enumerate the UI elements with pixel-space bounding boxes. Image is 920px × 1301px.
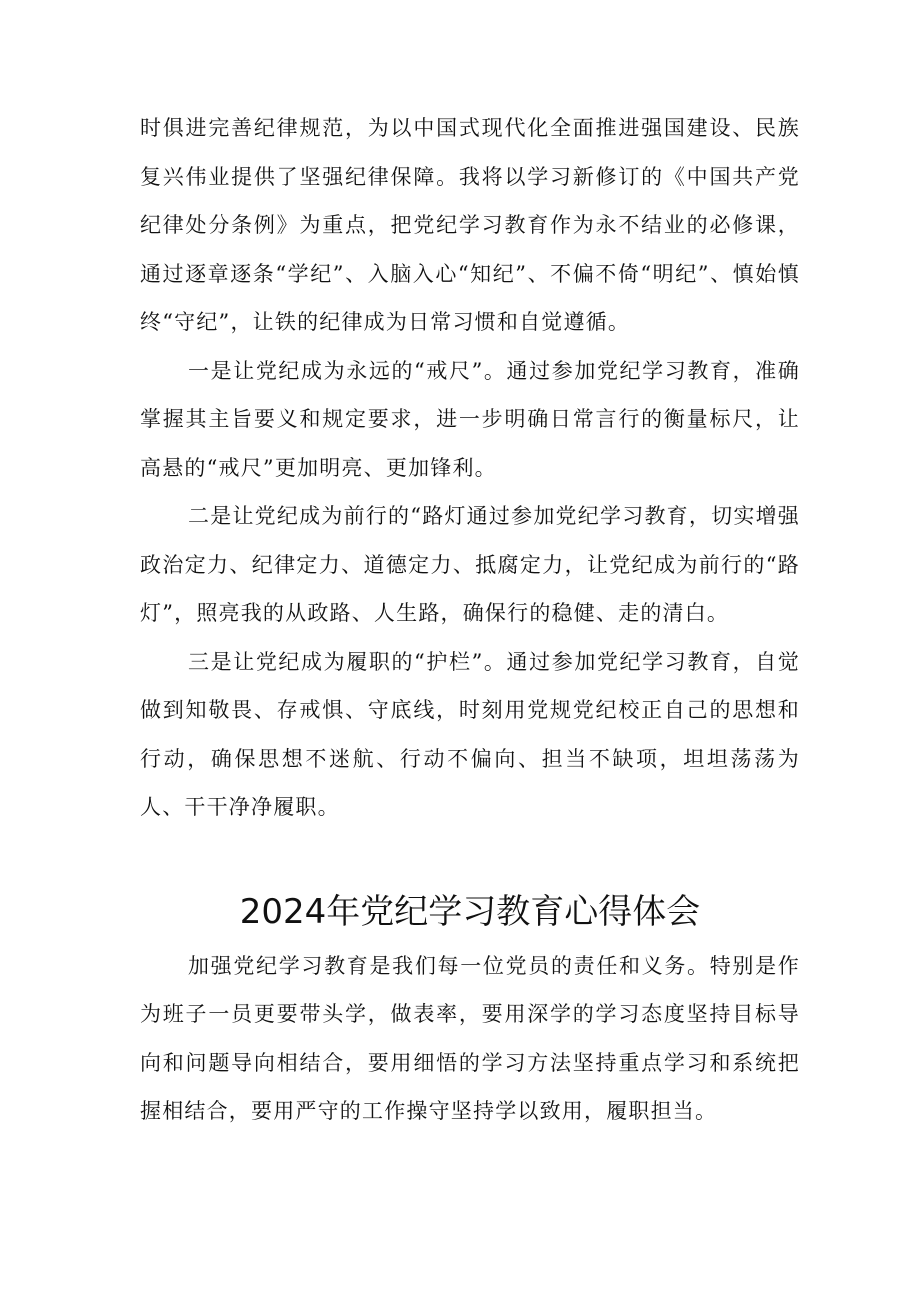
paragraph-continuation: 时俱进完善纪律规范，为以中国式现代化全面推进强国建设、民族复兴伟业提供了坚强纪律保障。我将以学习新修订的《中国共产党纪律处分条例》为重点，把党纪学习教育作为永不结业的必修课，通过逐章逐条“学纪”、入脑入心“知纪”、不偏不倚“明纪”、慎始慎终“守纪”，让铁的纪律成为日常习惯和自觉遵循。 [140, 116, 800, 334]
paragraph-point-one: 一是让党纪成为永远的“戒尺”。通过参加党纪学习教育，准确掌握其主旨要义和规定要求，进一步明确日常言行的衡量标尺，让高悬的“戒尺”更加明亮、更加锋利。 [140, 358, 800, 480]
paragraph-point-two: 二是让党纪成为前行的“路灯通过参加党纪学习教育，切实增强政治定力、纪律定力、道德定力、抵腐定力，让党纪成为前行的“路灯”，照亮我的从政路、人生路，确保行的稳健、走的清白。 [140, 504, 800, 625]
document-body [140, 104, 800, 1136]
paragraph-intro: 加强党纪学习教育是我们每一位党员的责任和义务。特别是作为班子一员更要带头学，做表率，要用深学的学习态度坚持目标导向和问题导向相结合，要用细悟的学习方法坚持重点学习和系统把握相结合，要用严守的工作操守坚持学以致用，履职担当。 [140, 953, 800, 1123]
section-heading: 2024年党纪学习教育心得体会 [239, 891, 701, 932]
paragraph-point-three: 三是让党纪成为履职的“护栏”。通过参加党纪学习教育，自觉做到知敬畏、存戒惧、守底线，时刻用党规党纪校正自己的思想和行动，确保思想不迷航、行动不偏向、担当不缺项，坦坦荡荡为人、干干净净履职。 [140, 649, 800, 819]
